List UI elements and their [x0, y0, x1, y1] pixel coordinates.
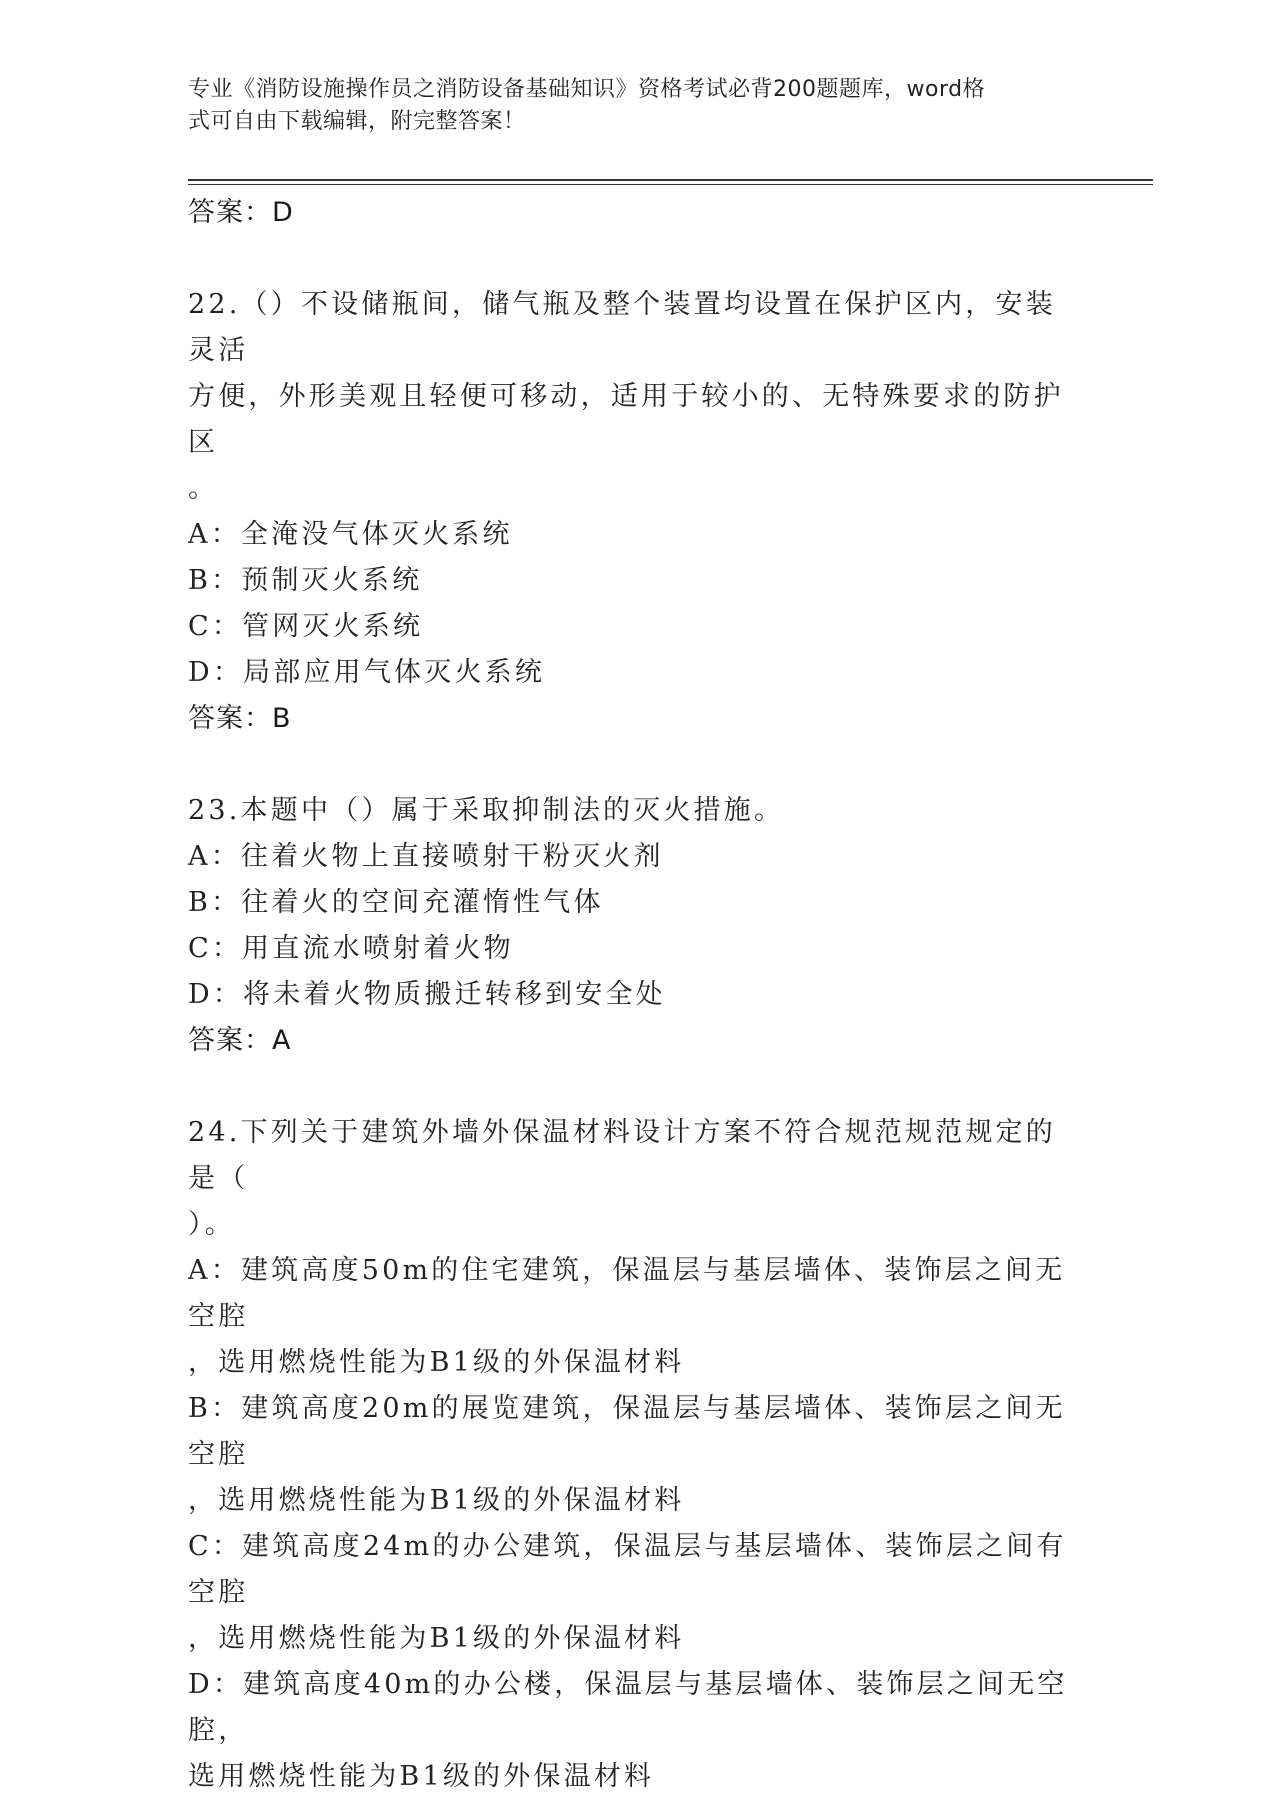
- option-c: C：用直流水喷射着火物: [188, 933, 514, 964]
- question-text-line: 方便，外形美观且轻便可移动，适用于较小的、无特殊要求的防护区: [188, 381, 1064, 458]
- document-header: [188, 74, 1068, 138]
- answer-line: 答案：B: [188, 703, 292, 734]
- option-d-continued: 选用燃烧性能为B1级的外保温材料: [188, 1761, 655, 1792]
- header-rule-thin: [188, 184, 1153, 185]
- option-c: C：管网灭火系统: [188, 611, 424, 642]
- document-body: [188, 190, 1068, 1800]
- question-text-line: 。: [188, 473, 219, 504]
- question-text-line: 22.（）不设储瓶间，储气瓶及整个装置均设置在保护区内，安装灵活: [188, 289, 1056, 366]
- option-b: B：往着火的空间充灌惰性气体: [188, 887, 604, 918]
- header-rule-thick: [188, 179, 1153, 181]
- option-a: A：建筑高度50m的住宅建筑，保温层与基层墙体、装饰层之间无空腔: [188, 1255, 1066, 1332]
- question-text-line: 23.本题中（）属于采取抑制法的灭火措施。: [188, 795, 785, 826]
- option-c-continued: ，选用燃烧性能为B1级的外保温材料: [188, 1623, 685, 1654]
- option-c: C：建筑高度24m的办公建筑，保温层与基层墙体、装饰层之间有空腔: [188, 1531, 1067, 1608]
- question-block: [188, 788, 1068, 1064]
- answer-line: 答案：A: [188, 1025, 292, 1056]
- option-d: D：将未着火物质搬迁转移到安全处: [188, 979, 666, 1010]
- option-a: A：全淹没气体灭火系统: [188, 519, 513, 550]
- option-d: D：建筑高度40m的办公楼，保温层与基层墙体、装饰层之间无空腔，: [188, 1669, 1068, 1746]
- option-b-continued: ，选用燃烧性能为B1级的外保温材料: [188, 1485, 685, 1516]
- header-line-1: 专业《消防设施操作员之消防设备基础知识》资格考试必背200题题库，word格: [188, 77, 986, 102]
- option-a-continued: ，选用燃烧性能为B1级的外保温材料: [188, 1347, 685, 1378]
- answer-line: 答案：D: [188, 197, 294, 228]
- question-block: [188, 1110, 1068, 1800]
- option-d: D：局部应用气体灭火系统: [188, 657, 546, 688]
- question-text-line: 24.下列关于建筑外墙外保温材料设计方案不符合规范规范规定的是（: [188, 1117, 1056, 1194]
- option-b: B：预制灭火系统: [188, 565, 423, 596]
- option-a: A：往着火物上直接喷射干粉灭火剂: [188, 841, 664, 872]
- option-b: B：建筑高度20m的展览建筑，保温层与基层墙体、装饰层之间无空腔: [188, 1393, 1066, 1470]
- header-line-2: 式可自由下载编辑，附完整答案！: [188, 109, 526, 134]
- question-text-line: ）。: [188, 1209, 235, 1240]
- question-block: [188, 282, 1068, 742]
